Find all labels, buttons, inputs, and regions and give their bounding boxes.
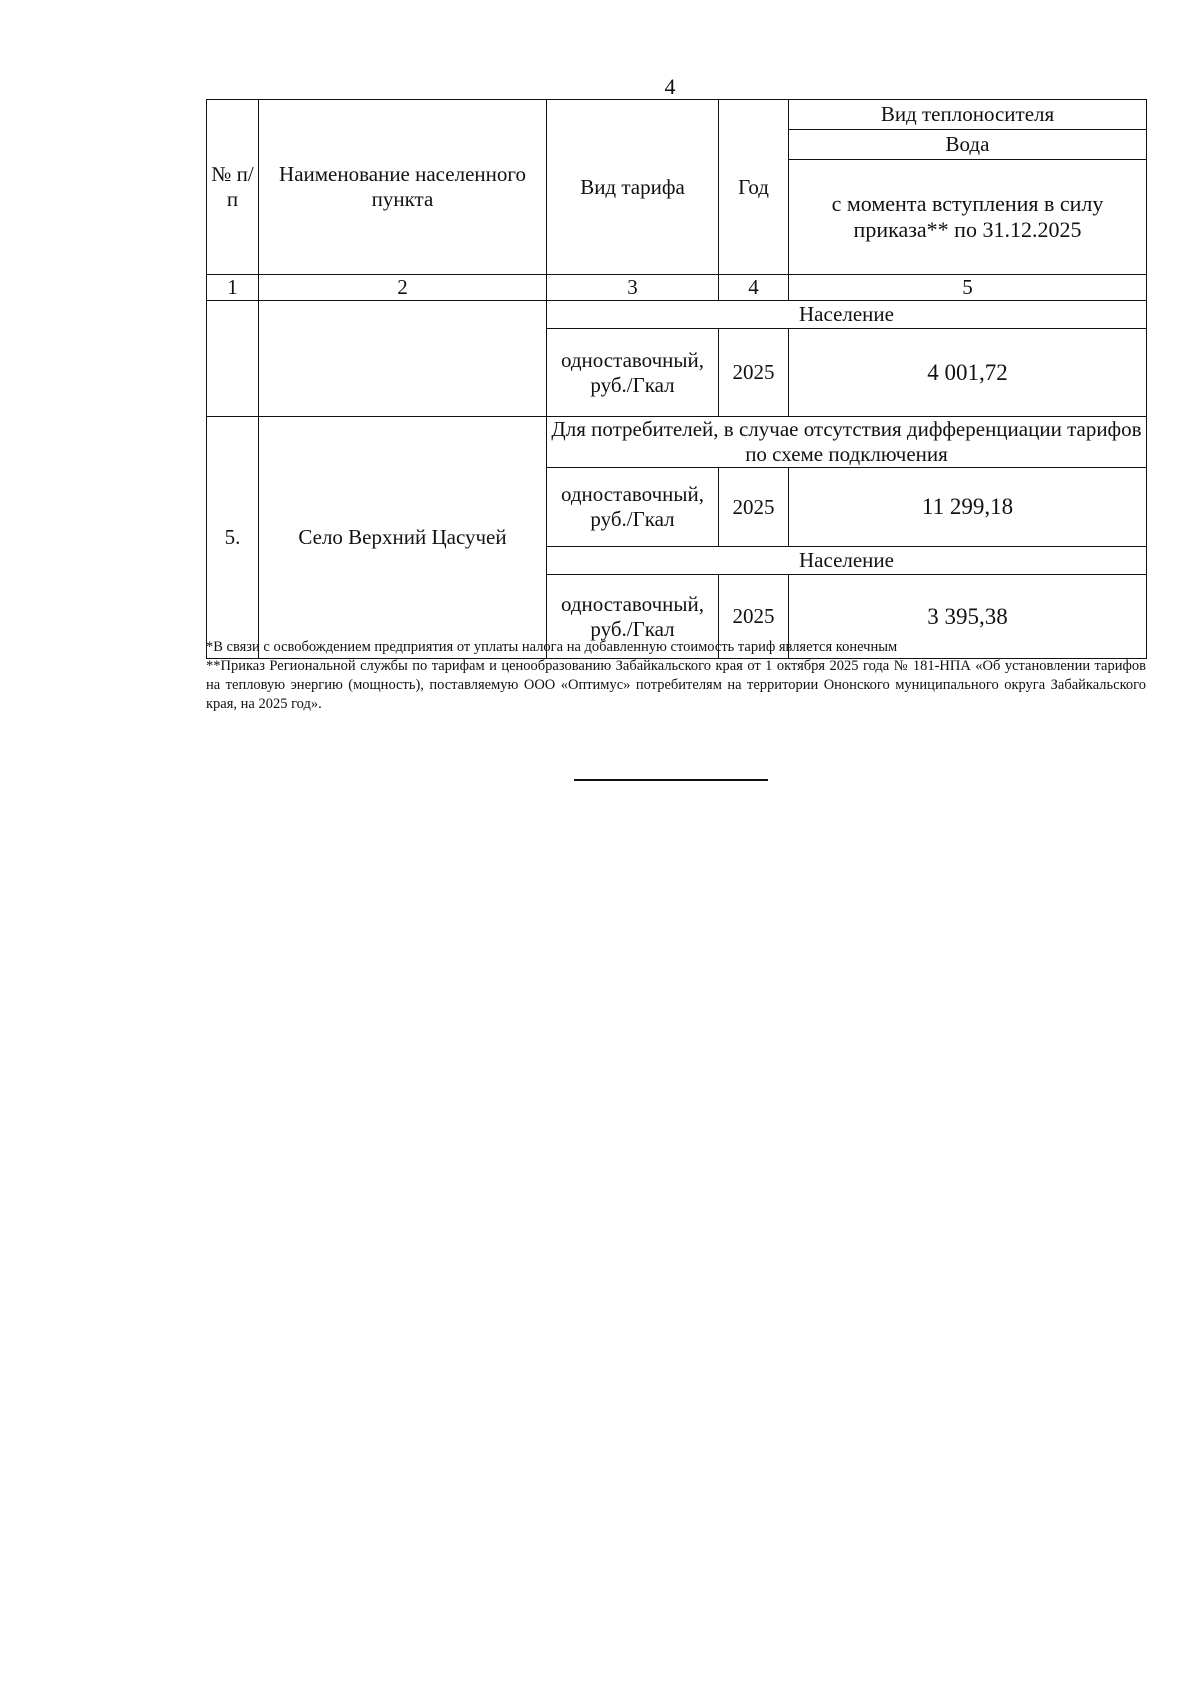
- header-water: Вода: [789, 130, 1147, 160]
- column-number-4: 4: [719, 275, 789, 301]
- header-year: Год: [719, 100, 789, 275]
- item5-num: 5.: [207, 417, 259, 659]
- item5-tariff-type-b: одноставочный, руб./Гкал: [547, 575, 719, 659]
- footnote-order: **Приказ Региональной службы по тарифам и ценообразованию Забайкальского края от 1 октября 2025 года № 181-НПА «Об установлении тарифов на тепловую энергию (мощность), поставляемую ООО «Оптимус» потребителям на территории Ононского муниципального округа Забайкальского края, на 2025 год».: [206, 657, 1146, 712]
- group1-tariff-value: 4 001,72: [789, 329, 1147, 417]
- footnote-vat: *В связи с освобождением предприятия от уплаты налога на добавленную стоимость тариф является конечным: [206, 639, 898, 655]
- item5-tariff-type-a: одноставочный, руб./Гкал: [547, 468, 719, 547]
- item5-year-b: 2025: [719, 575, 789, 659]
- header-heat-carrier: Вид теплоносителя: [789, 100, 1147, 130]
- header-tariff-type: Вид тарифа: [547, 100, 719, 275]
- group1-year: 2025: [719, 329, 789, 417]
- tariff-table: [206, 99, 1147, 659]
- group1-tariff-type: одноставочный, руб./Гкал: [547, 329, 719, 417]
- group1-name-cell: [259, 301, 547, 417]
- header-num: № п/п: [207, 100, 259, 275]
- item5-subheading-consumers: Для потребителей, в случае отсутствия дифференциации тарифов по схеме подключения: [547, 417, 1147, 468]
- header-period: с момента вступления в силу приказа** по 31.12.2025: [789, 160, 1147, 275]
- item5-settlement-name: Село Верхний Цасучей: [259, 417, 547, 659]
- column-number-3: 3: [547, 275, 719, 301]
- page-number: 4: [664, 74, 676, 99]
- item5-year-a: 2025: [719, 468, 789, 547]
- group1-subheading: Население: [547, 301, 1147, 329]
- group1-num-cell: [207, 301, 259, 417]
- footnotes: [206, 638, 1146, 713]
- column-number-5: 5: [789, 275, 1147, 301]
- item5-tariff-value-a: 11 299,18: [789, 468, 1147, 547]
- header-settlement-name: Наименование населенного пункта: [259, 100, 547, 275]
- column-number-1: 1: [207, 275, 259, 301]
- item5-tariff-value-b: 3 395,38: [789, 575, 1147, 659]
- end-divider: [574, 779, 768, 781]
- column-number-2: 2: [259, 275, 547, 301]
- item5-subheading-population: Население: [547, 547, 1147, 575]
